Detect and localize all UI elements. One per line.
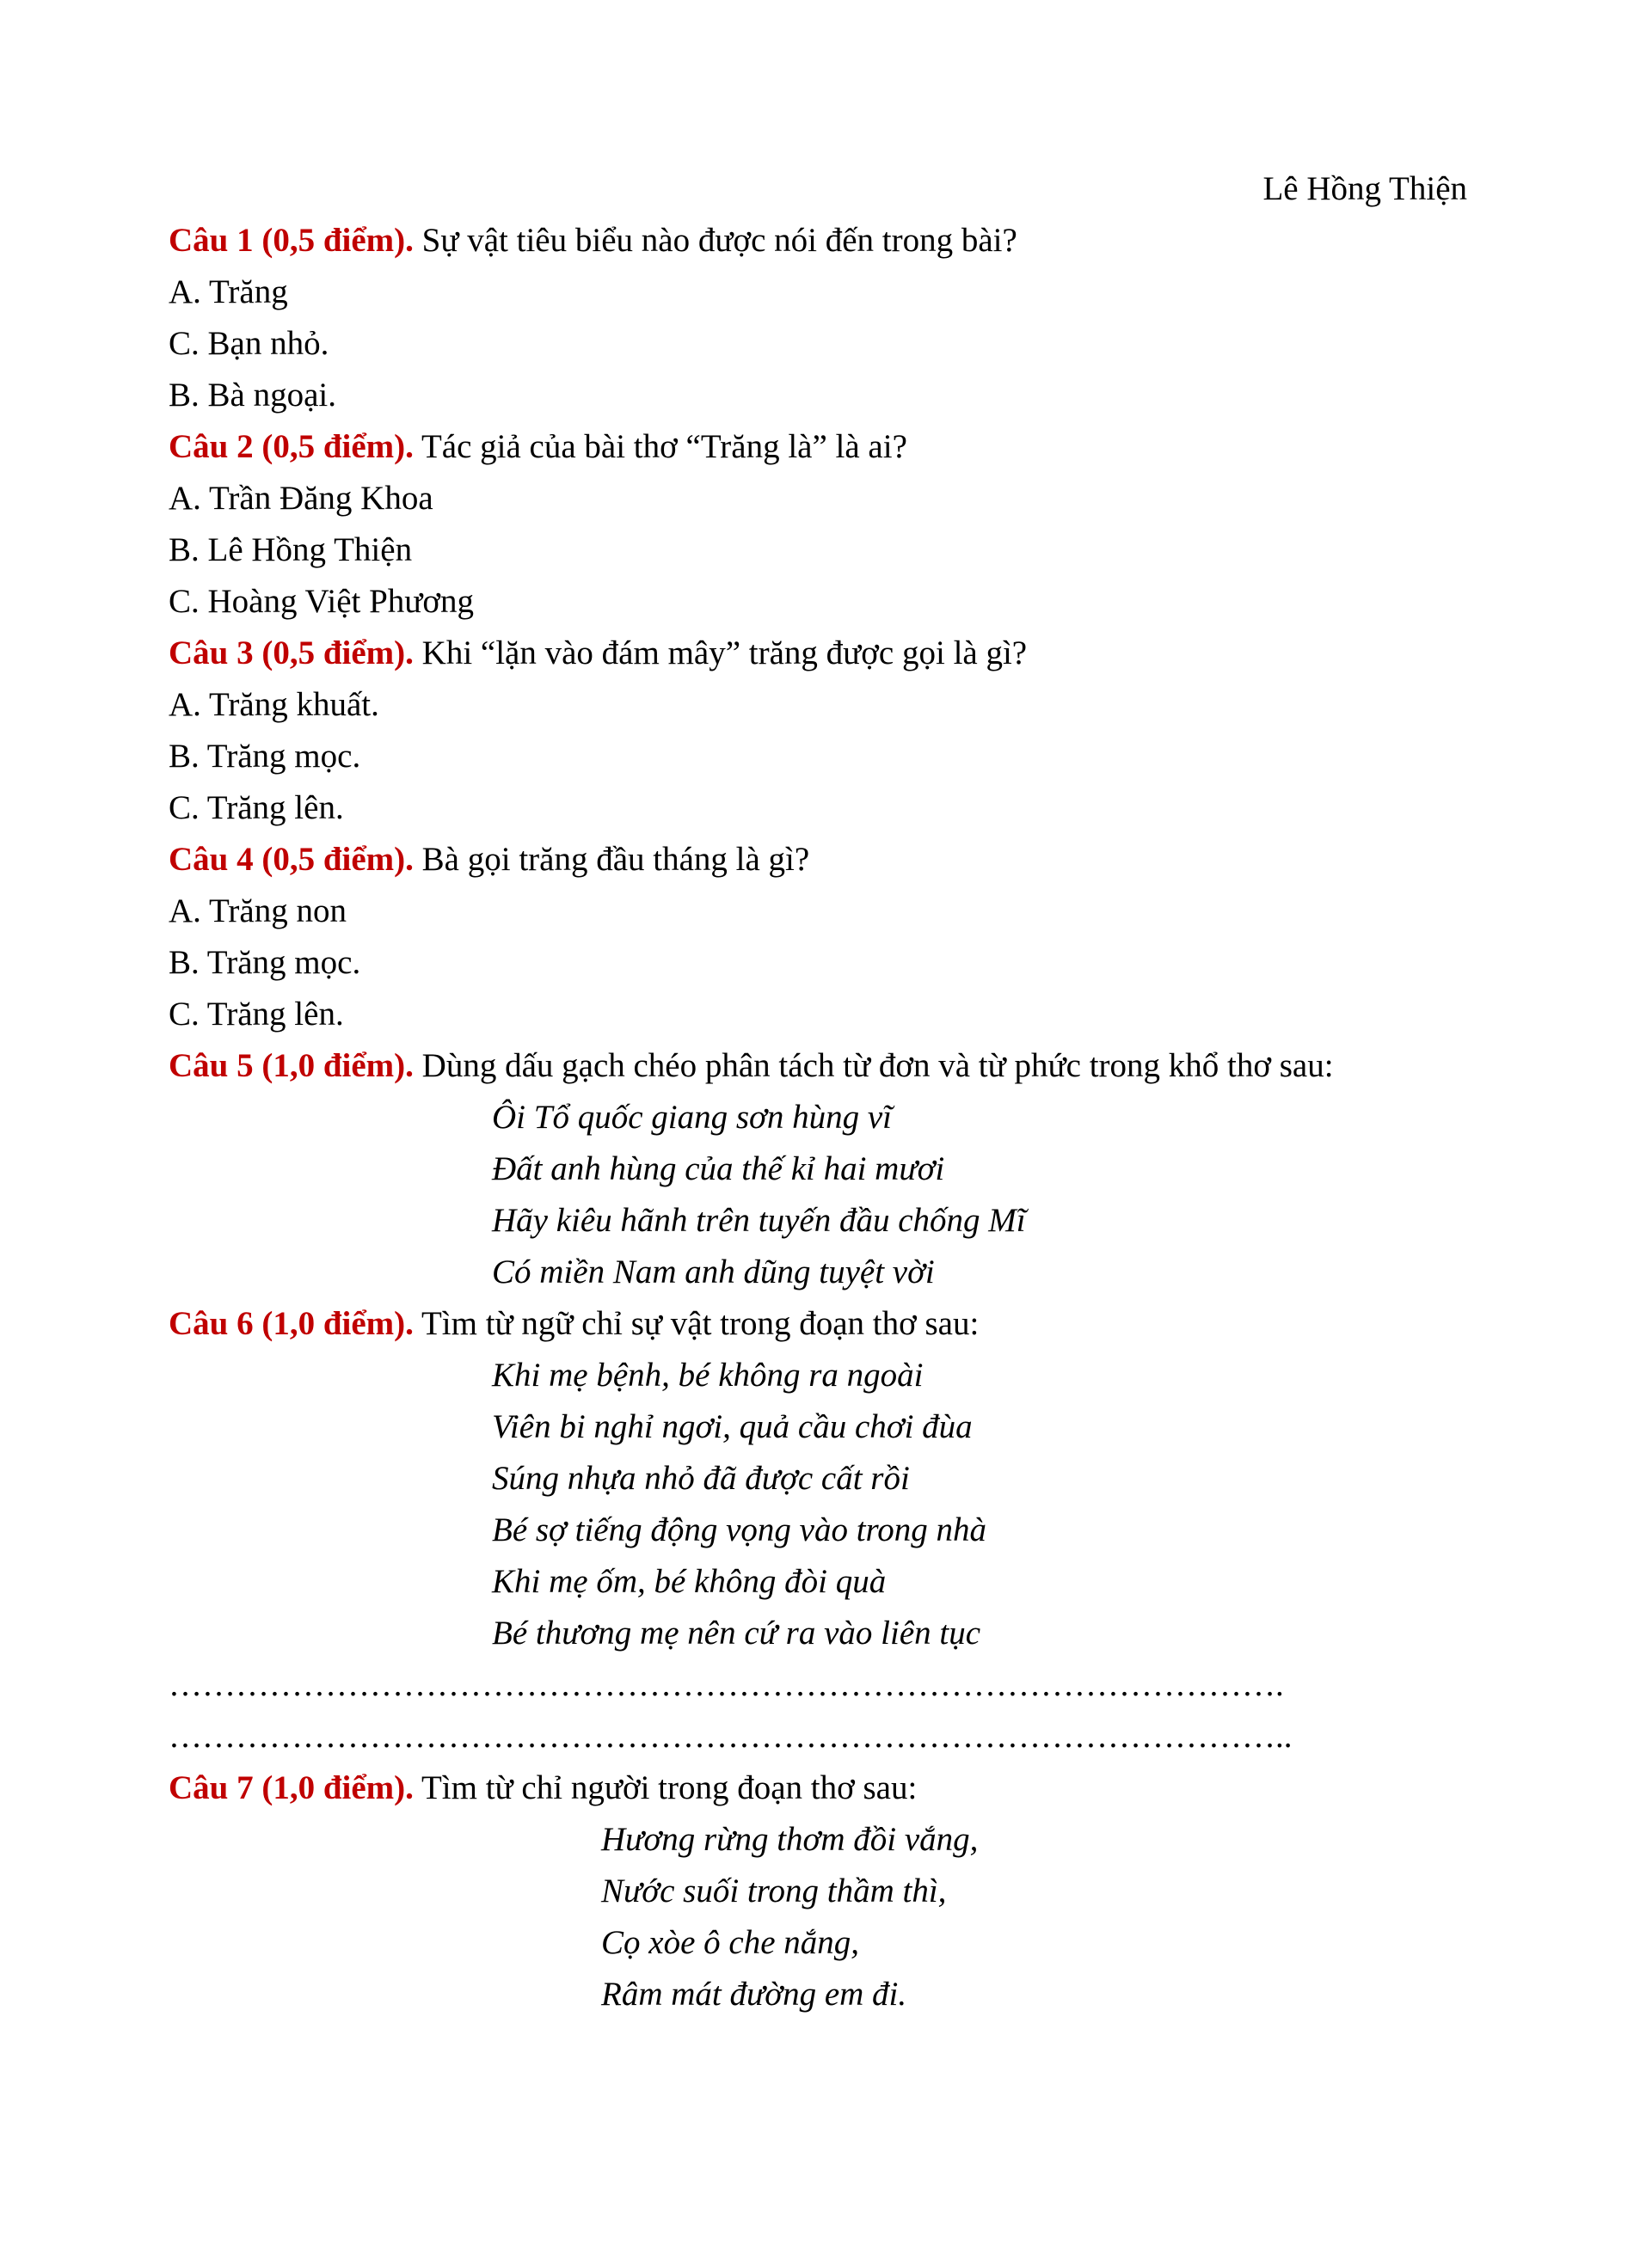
poem-line: Cọ xòe ô che nắng, <box>601 1924 860 1961</box>
question-2-label: Câu 2 (0,5 điểm). <box>169 428 414 465</box>
poem-line: Hương rừng thơm đồi vắng, <box>601 1821 979 1858</box>
question-3-label: Câu 3 (0,5 điểm). <box>169 634 414 671</box>
question-3-text: Khi “lặn vào đám mây” trăng được gọi là gì? <box>413 634 1028 671</box>
poem-line: Có miền Nam anh dũng tuyệt vời <box>492 1254 935 1290</box>
poem-line: Bé thương mẹ nên cứ ra vào liên tục <box>492 1615 981 1652</box>
question-3-option: B. Trăng mọc. <box>169 738 361 775</box>
question-4-option: A. Trăng non <box>169 892 347 929</box>
question-1-option: B. Bà ngoại. <box>169 377 336 414</box>
question-3-prompt <box>169 628 1467 679</box>
question-7-label: Câu 7 (1,0 điểm). <box>169 1769 414 1806</box>
question-2-option: A. Trần Đăng Khoa <box>169 480 433 517</box>
question-6-label: Câu 6 (1,0 điểm). <box>169 1305 414 1342</box>
question-7 <box>169 1762 1467 2020</box>
question-5-poem <box>169 1092 1467 1298</box>
question-4-text: Bà gọi trăng đầu tháng là gì? <box>413 841 810 878</box>
question-1-prompt <box>169 215 1467 267</box>
question-6-text: Tìm từ ngữ chỉ sự vật trong đoạn thơ sau: <box>413 1305 980 1342</box>
question-6-poem <box>169 1350 1467 1659</box>
answer-line[interactable]: ………………………………………………………………………………………. <box>169 1666 1284 1703</box>
poem-line: Khi mẹ ốm, bé không đòi quà <box>492 1563 887 1600</box>
question-1-label: Câu 1 (0,5 điểm). <box>169 222 414 259</box>
question-1 <box>169 215 1467 421</box>
poem-line: Viên bi nghỉ ngơi, quả cầu chơi đùa <box>492 1408 973 1445</box>
question-5-text: Dùng dấu gạch chéo phân tách từ đơn và từ phức trong khổ thơ sau: <box>413 1047 1334 1084</box>
poem-line: Hãy kiêu hãnh trên tuyến đầu chống Mĩ <box>492 1202 1026 1239</box>
poem-line: Đất anh hùng của thế kỉ hai mươi <box>492 1150 945 1187</box>
question-4 <box>169 834 1467 1040</box>
poem-line: Nước suối trong thầm thì, <box>601 1873 947 1909</box>
question-4-option: B. Trăng mọc. <box>169 944 361 981</box>
question-2 <box>169 421 1467 628</box>
question-4-option: C. Trăng lên. <box>169 996 344 1033</box>
question-1-text: Sự vật tiêu biểu nào được nói đến trong bài? <box>413 222 1017 259</box>
question-5 <box>169 1040 1467 1298</box>
question-6 <box>169 1298 1467 1762</box>
question-5-prompt <box>169 1040 1467 1092</box>
question-5-label: Câu 5 (1,0 điểm). <box>169 1047 414 1084</box>
poem-line: Súng nhựa nhỏ đã được cất rồi <box>492 1460 910 1497</box>
question-1-option: A. Trăng <box>169 273 288 310</box>
poem-line: Khi mẹ bệnh, bé không ra ngoài <box>492 1357 924 1394</box>
question-7-prompt <box>169 1762 1467 1814</box>
poem-line: Râm mát đường em đi. <box>601 1976 907 2013</box>
question-3 <box>169 628 1467 834</box>
document-page <box>169 163 1467 2020</box>
question-3-option: A. Trăng khuất. <box>169 686 379 723</box>
question-2-option: B. Lê Hồng Thiện <box>169 531 413 568</box>
question-2-option: C. Hoàng Việt Phương <box>169 583 475 620</box>
question-4-label: Câu 4 (0,5 điểm). <box>169 841 414 878</box>
question-1-option: C. Bạn nhỏ. <box>169 325 329 362</box>
question-6-prompt <box>169 1298 1467 1350</box>
author-name: Lê Hồng Thiện <box>1262 170 1467 207</box>
poem-line: Ôi Tổ quốc giang sơn hùng vĩ <box>492 1099 892 1136</box>
question-2-prompt <box>169 421 1467 473</box>
question-7-text: Tìm từ chỉ người trong đoạn thơ sau: <box>413 1769 918 1806</box>
answer-line[interactable]: ……………………………………………………………………………………….. <box>169 1718 1293 1755</box>
poem-line: Bé sợ tiếng động vọng vào trong nhà <box>492 1511 987 1548</box>
question-7-poem <box>169 1814 1467 2020</box>
question-4-prompt <box>169 834 1467 886</box>
question-2-text: Tác giả của bài thơ “Trăng là” là ai? <box>413 428 907 465</box>
question-3-option: C. Trăng lên. <box>169 789 344 826</box>
